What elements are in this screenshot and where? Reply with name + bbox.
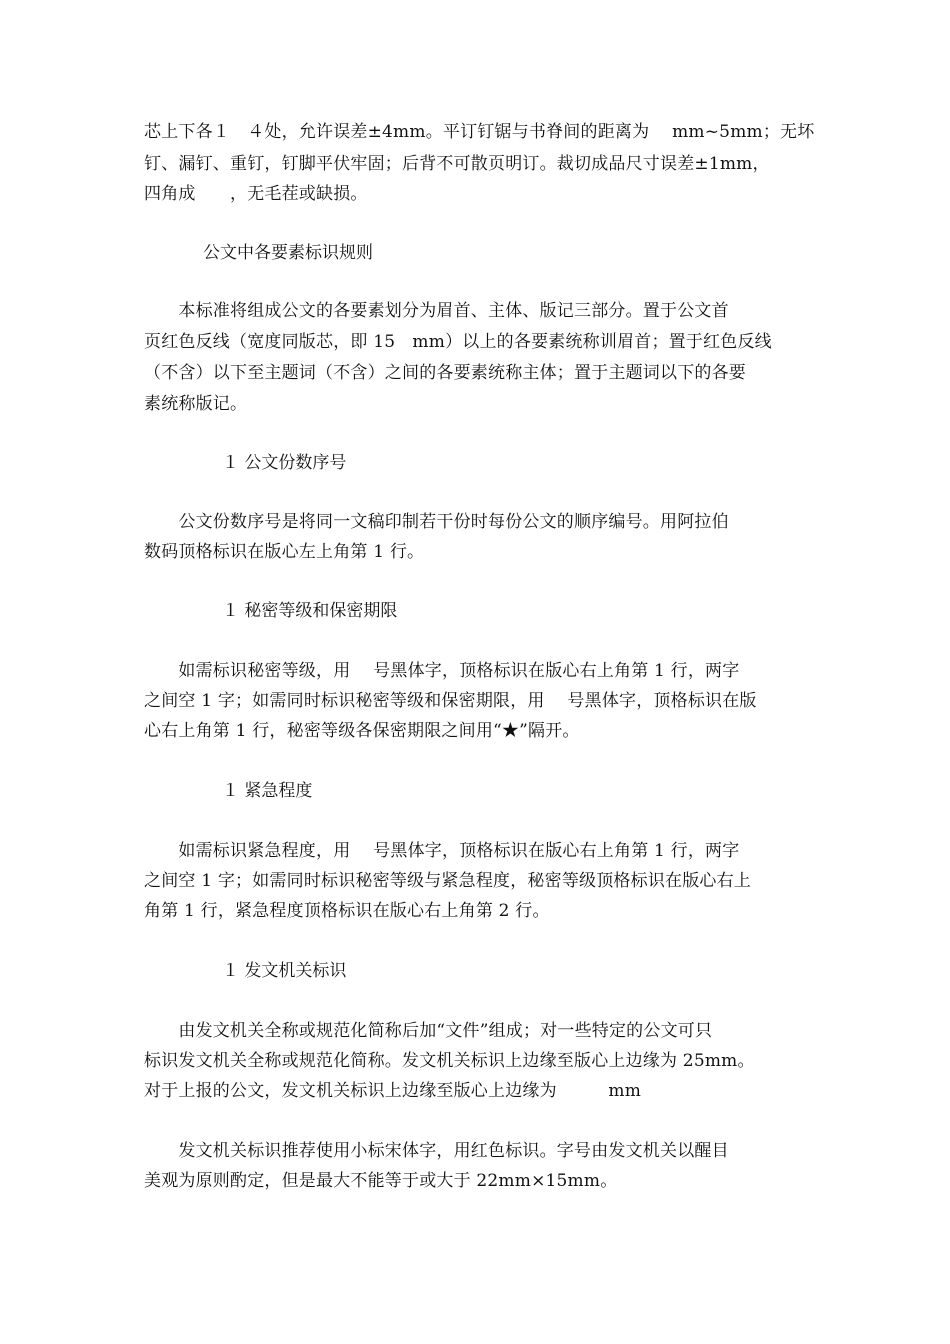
para3-line-2: 之间空 1 字；如需同时标识秘密等级与紧急程度，秘密等级顶格标识在版心右上 — [144, 871, 752, 891]
overview-line-2: 页红色反线（宽度同版芯，即 15 mm）以上的各要素统称训眉首；置于红色反线 — [144, 332, 772, 352]
para4-line-2: 标识发文机关全称或规范化简称。发文机关标识上边缘至版心上边缘为 25mm。 — [144, 1051, 755, 1071]
overview-line-4: 素统称版记。 — [144, 394, 248, 414]
intro-line-3: 四角成 ，无毛茬或缺损。 — [144, 184, 368, 204]
para5-line-1: 发文机关标识推荐使用小标宋体字，用红色标识。字号由发文机关以醒目 — [144, 1141, 729, 1161]
intro-line-2: 钉、漏钉、重钉，钉脚平伏牢固；后背不可散页明订。裁切成品尺寸误差±1mm， — [144, 154, 770, 174]
intro-line-1: 芯上下各１ ４处，允许误差±4mm。平订钉锯与书脊间的距离为 mm~5mm；无坏 — [144, 122, 815, 142]
para4-line-3: 对于上报的公文，发文机关标识上边缘至版心上边缘为 mm — [144, 1081, 642, 1101]
heading-issuer-mark: １ 发文机关标识 — [222, 961, 347, 981]
para2-line-3: 心右上角第 1 行，秘密等级各保密期限之间用“★”隔开。 — [144, 721, 580, 741]
heading-secrecy-level: １ 秘密等级和保密期限 — [222, 601, 398, 621]
section-title: 公文中各要素标识规则 — [203, 243, 373, 263]
heading-urgency: １ 紧急程度 — [222, 781, 313, 801]
para5-line-2: 美观为原则酌定，但是最大不能等于或大于 22mm×15mm。 — [144, 1171, 618, 1191]
para3-line-1: 如需标识紧急程度，用 号黑体字，顶格标识在版心右上角第 1 行，两字 — [144, 841, 740, 861]
para2-line-2: 之间空 1 字；如需同时标识秘密等级和保密期限，用 号黑体字，顶格标识在版 — [144, 691, 757, 711]
overview-line-3: （不含）以下至主题词（不含）之间的各要素统称主体；置于主题词以下的各要 — [144, 363, 746, 383]
para2-line-1: 如需标识秘密等级，用 号黑体字，顶格标识在版心右上角第 1 行，两字 — [144, 661, 740, 681]
heading-copy-number: １ 公文份数序号 — [222, 453, 347, 473]
para3-line-3: 角第 1 行，紧急程度顶格标识在版心右上角第 2 行。 — [144, 901, 550, 921]
overview-line-1: 本标准将组成公文的各要素划分为眉首、主体、版记三部分。置于公文首 — [144, 301, 729, 321]
para1-line-2: 数码顶格标识在版心左上角第 1 行。 — [144, 542, 425, 562]
para4-line-1: 由发文机关全称或规范化简称后加“文件”组成；对一些特定的公文可只 — [144, 1021, 713, 1041]
para1-line-1: 公文份数序号是将同一文稿印制若干份时每份公文的顺序编号。用阿拉伯 — [144, 512, 729, 532]
